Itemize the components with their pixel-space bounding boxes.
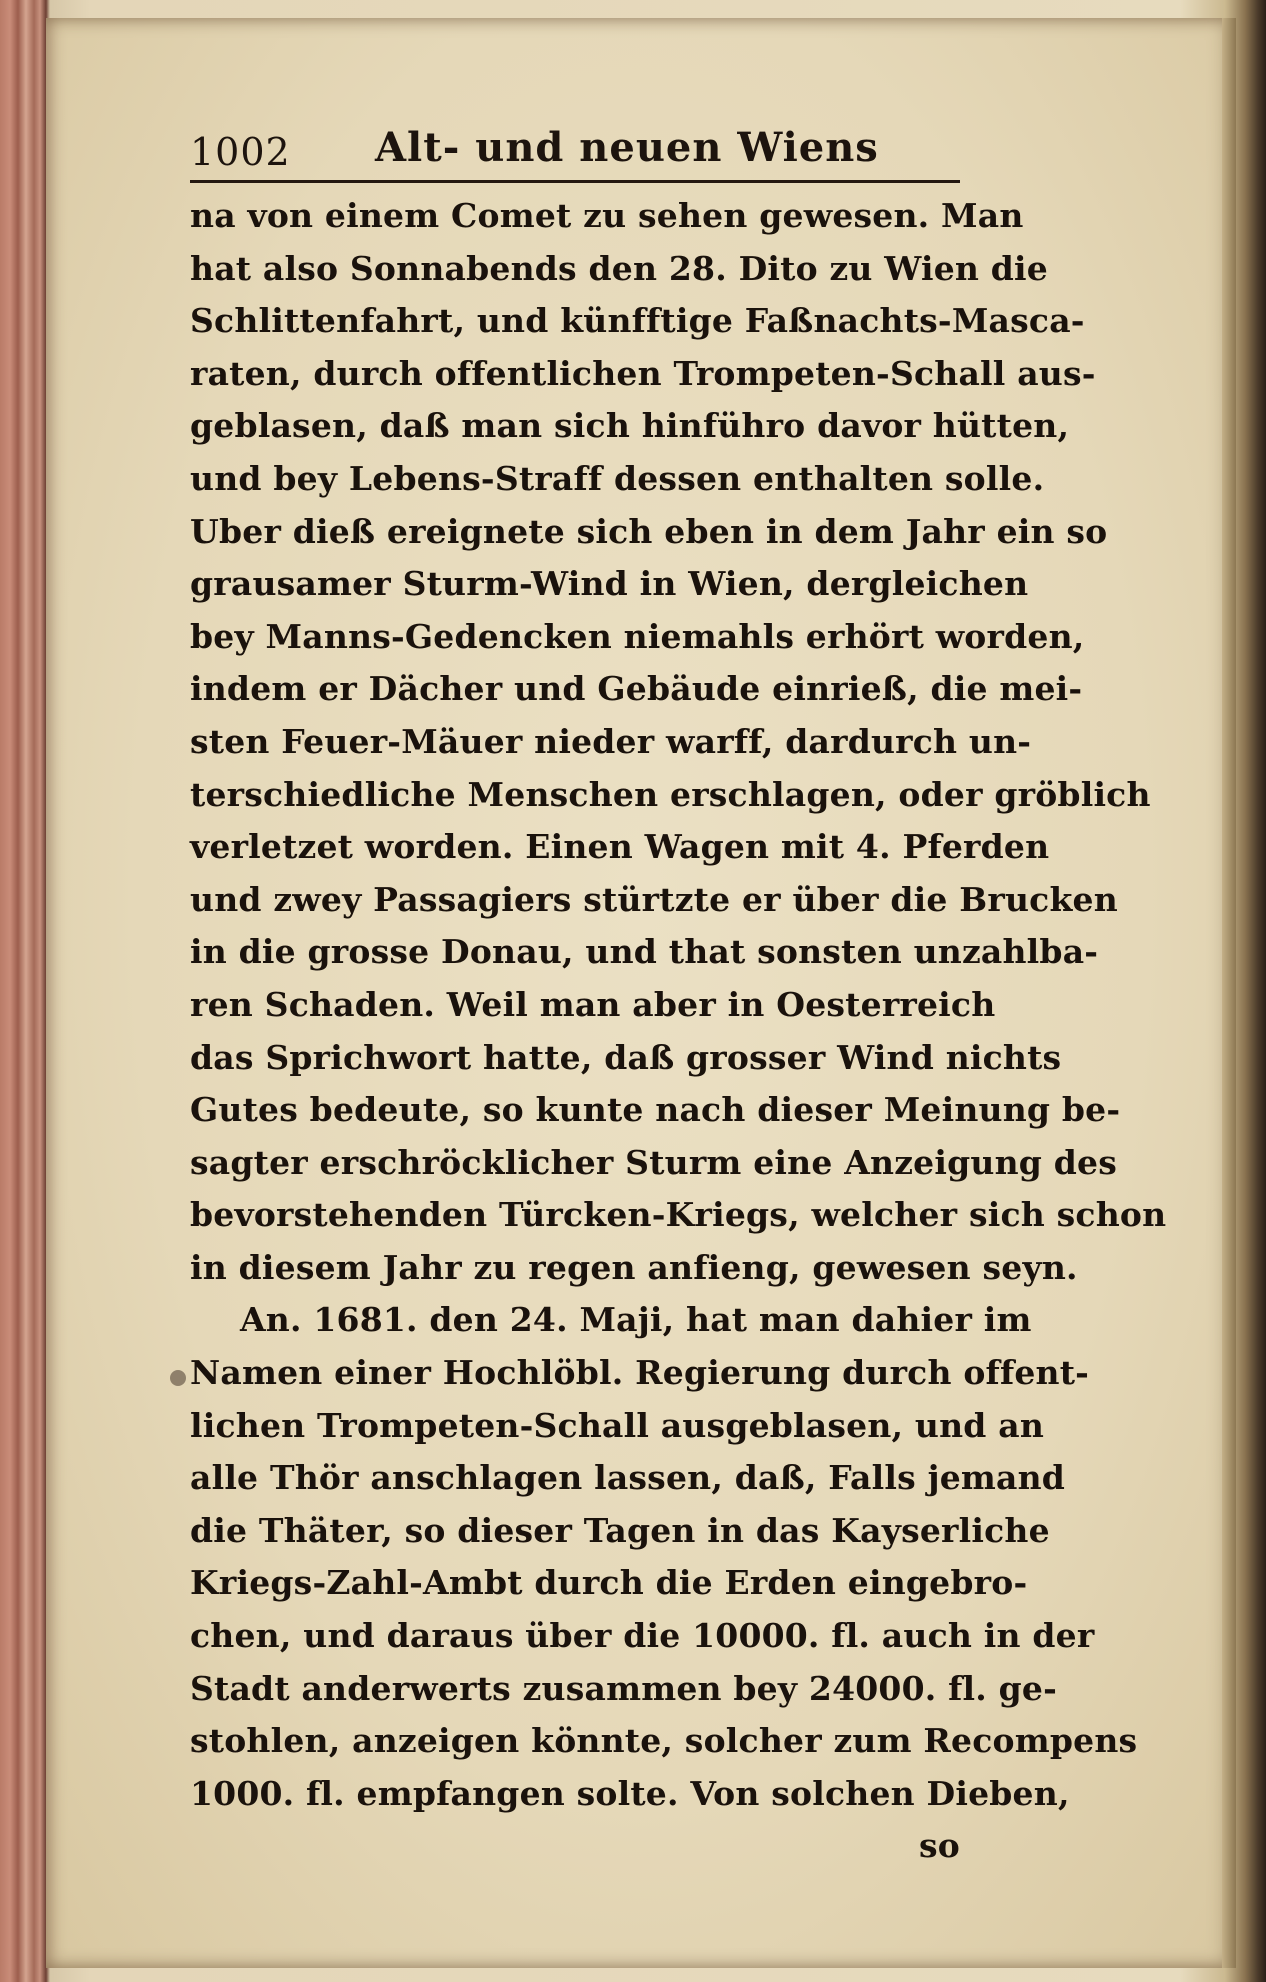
text-line: na von einem Comet zu sehen gewesen. Man [190,196,1024,235]
text-line: Stadt anderwerts zusammen bey 24000. fl. ge- [190,1668,1057,1708]
text-line: terschiedliche Menschen erschlagen, oder gröblich [190,774,1151,814]
running-title: Alt- und neuen Wiens [375,124,879,171]
text-line: das Sprichwort hatte, daß grosser Wind nichts [190,1037,1062,1077]
text-line: in diesem Jahr zu regen anfieng, gewesen seyn. [190,1247,1078,1287]
text-line: chen, und daraus über die 10000. fl. auch in der [190,1616,1095,1656]
catchword: so [919,1826,960,1866]
text-line: Kriegs-Zahl-Ambt durch die Erden eingebro- [190,1563,1028,1603]
text-line: 1000. fl. empfangen solte. Von solchen Dieben, [190,1773,1070,1813]
text-line: sagter erschröcklicher Sturm eine Anzeigung des [190,1142,1117,1182]
text-line: und bey Lebens-Straff dessen enthalten solle. [190,458,1045,498]
page-number: 1002 [190,130,291,174]
text-line: Schlittenfahrt, und künfftige Faßnachts-Masca- [190,301,1085,341]
text-line: lichen Trompeten-Schall ausgeblasen, und an [190,1405,1045,1445]
header-rule [190,180,960,183]
text-line: bevorstehenden Türcken-Kriegs, welcher sich schon [190,1195,1167,1235]
ink-stain [170,1370,186,1386]
text-line: und zwey Passagiers stürtzte er über die Brucken [190,879,1118,919]
text-line: alle Thör anschlagen lassen, daß, Falls jemand [190,1458,1066,1498]
text-line: Namen einer Hochlöbl. Regierung durch offent- [190,1353,1090,1393]
text-line: bey Manns-Gedencken niemahls erhört worden, [190,616,1085,656]
text-line: hat also Sonnabends den 28. Dito zu Wien die [190,248,1048,288]
text-line: stohlen, anzeigen könnte, solcher zum Recompens [190,1721,1138,1761]
body-text [190,190,1167,1873]
text-line: Gutes bedeute, so kunte nach dieser Meinung be- [190,1090,1121,1130]
page-header [190,120,960,180]
text-line: raten, durch offentlichen Trompeten-Schall aus- [190,353,1096,393]
text-line: sten Feuer-Mäuer nieder warff, dardurch un- [190,721,1032,761]
text-line: die Thäter, so dieser Tagen in das Kayserliche [190,1510,1050,1550]
text-line: verletzet worden. Einen Wagen mit 4. Pferden [190,827,1050,867]
text-line: Uber dieß ereignete sich eben in dem Jahr ein so [190,511,1108,551]
text-line: geblasen, daß man sich hinführo davor hütten, [190,406,1070,446]
text-line: ren Schaden. Weil man aber in Oesterreich [190,984,996,1024]
page-edge [1222,18,1236,1968]
text-line: grausamer Sturm-Wind in Wien, dergleichen [190,564,1029,604]
text-line: in die grosse Donau, und that sonsten unzahlba- [190,932,1099,972]
text-line: An. 1681. den 24. Maji, hat man dahier im [240,1300,1032,1340]
text-line: indem er Dächer und Gebäude einrieß, die mei- [190,669,1083,709]
